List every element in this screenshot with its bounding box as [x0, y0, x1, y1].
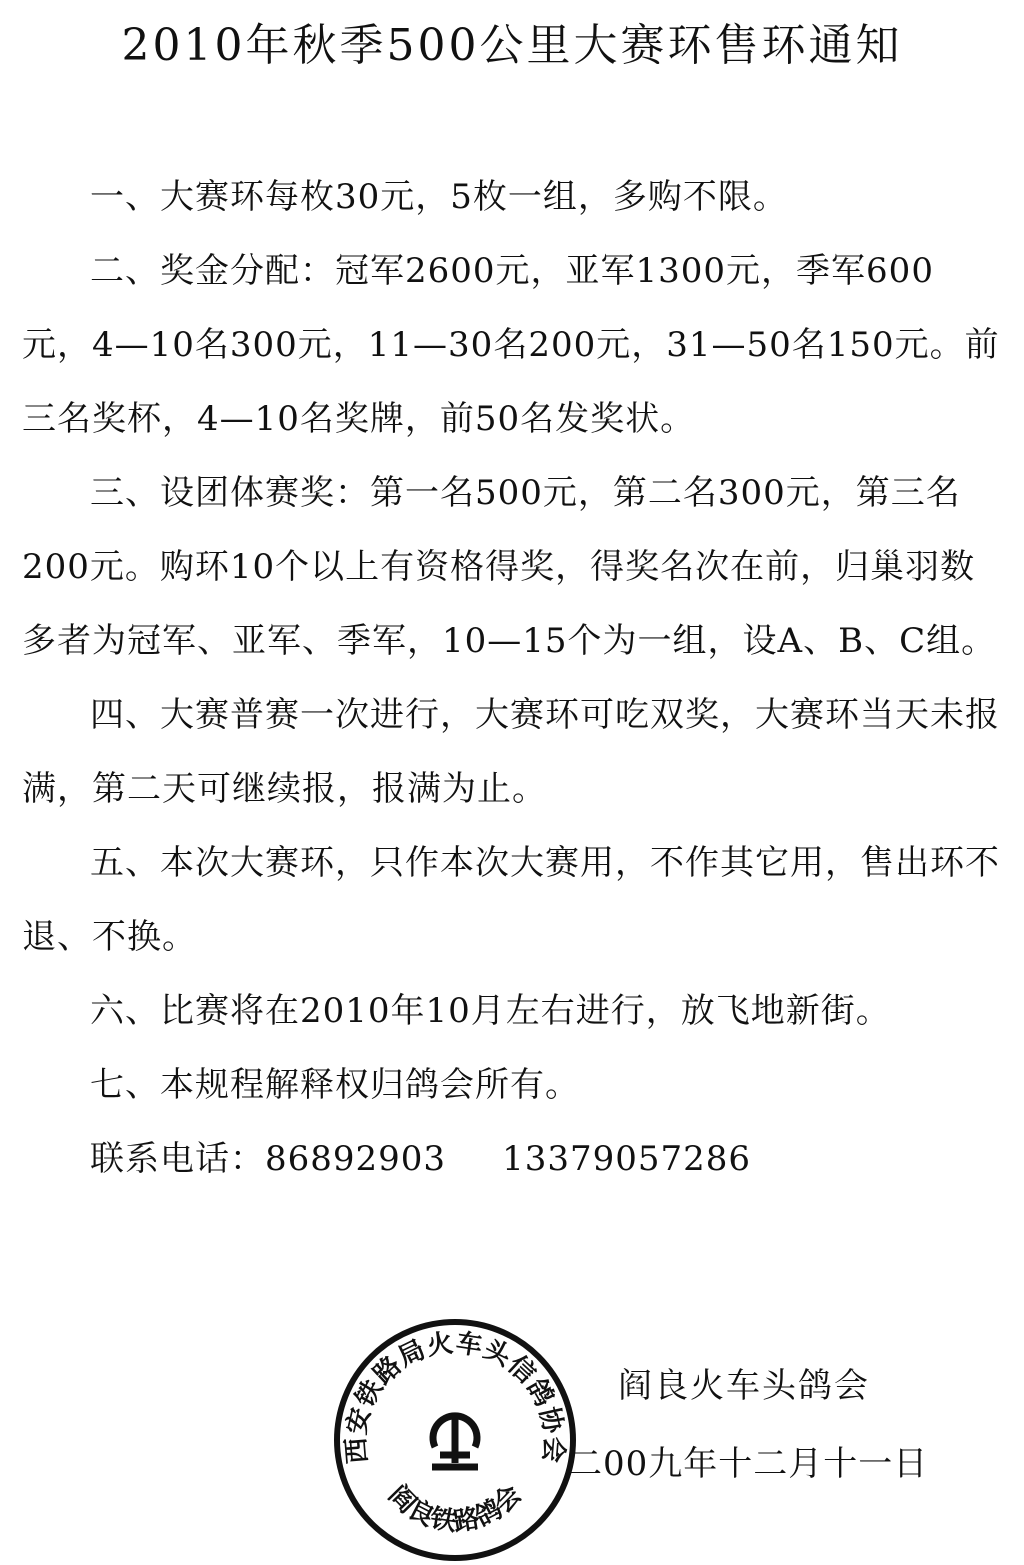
issue-date: 二00九年十二月十一日 — [568, 1444, 929, 1484]
railway-emblem-icon — [432, 1413, 478, 1467]
clause-7: 七、本规程解释权归鸽会所有。 — [90, 1065, 580, 1105]
contact-label: 联系电话： — [90, 1139, 265, 1179]
clause-3: 三、设团体赛奖：第一名500元，第二名300元，第三名200元。购环10个以上有资格得奖，得奖名次在前，归巢羽数多者为冠军、亚军、季军，10—15个为一组，设A、B、C组。 — [22, 473, 997, 661]
contact-line — [22, 1122, 1000, 1196]
clause-1: 一、大赛环每枚30元，5枚一组，多购不限。 — [90, 177, 788, 217]
page-title: 2010年秋季500公里大赛环售环通知 — [121, 20, 903, 71]
seal-bottom-text: 阎良铁路鸽会 — [382, 1479, 528, 1538]
contact-phone-2: 13379057286 — [502, 1139, 752, 1179]
clause-2: 二、奖金分配：冠军2600元，亚军1300元，季军600元，4—10名300元，11—30名200元，31—50名150元。前三名奖杯，4—10名奖牌，前50名发奖状。 — [22, 251, 1000, 439]
clause-4: 四、大赛普赛一次进行，大赛环可吃双奖，大赛环当天未报满，第二天可继续报，报满为止。 — [22, 695, 1000, 809]
clause-6: 六、比赛将在2010年10月左右进行，放飞地新街。 — [90, 991, 891, 1031]
contact-phone-1: 86892903 — [265, 1139, 447, 1179]
issuer-name: 阎良火车头鸽会 — [618, 1366, 870, 1406]
notice-body — [22, 160, 1000, 1196]
seal-top-text: 西安铁路局火车头信鸽协会 — [341, 1328, 569, 1465]
clause-5: 五、本次大赛环，只作本次大赛用，不作其它用，售出环不退、不换。 — [22, 843, 1000, 957]
official-seal — [330, 1315, 580, 1565]
